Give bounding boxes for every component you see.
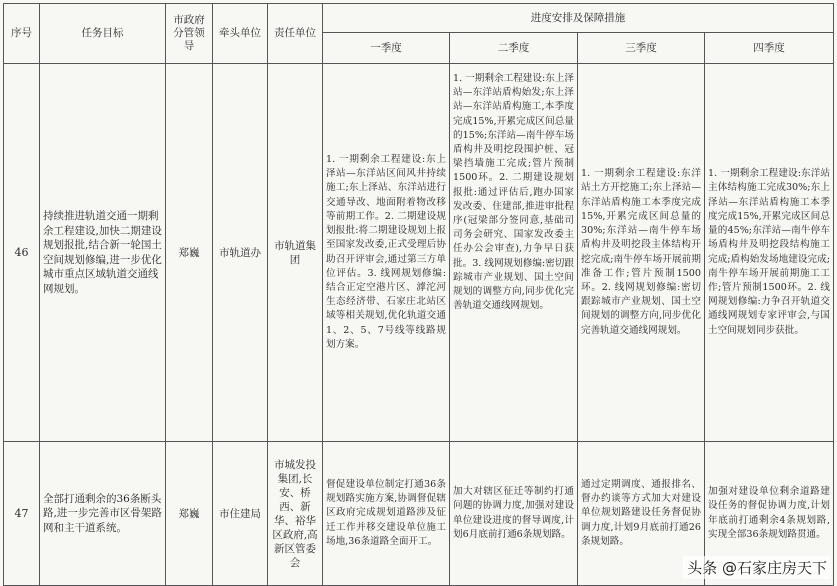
row-resp-unit: 市轨道集团	[268, 64, 323, 442]
source-watermark: 头条 @石家庄房天下	[683, 556, 831, 579]
header-goal: 任务目标	[40, 4, 166, 64]
row-lead-unit: 市住建局	[213, 442, 268, 586]
header-q1: 一季度	[323, 33, 450, 64]
progress-table	[3, 3, 834, 586]
header-q2: 二季度	[450, 33, 578, 64]
row-q3-plan: 通过定期调度、通报排名、督办约谈等方式加大对建设单位规划路建设任务督促协调力度,计划9月底前打通26条规划路。	[578, 442, 705, 586]
table-row	[4, 64, 834, 442]
header-lead-unit: 牵头单位	[213, 4, 268, 64]
row-leader: 郑巍	[166, 64, 213, 442]
row-q2-plan: 加大对辖区征迁等制约打通问题的协调力度,加强对建设单位建设进度的督导调度,计划6月底前打通6条规划路。	[450, 442, 578, 586]
row-q3-plan: 1. 一期剩余工程建设:东洋站土方开挖施工;东上泽站—东洋站盾构施工本季度完成15%,开累完成区间总量的30%;东洋站—南牛停车场盾构井及明挖段主体结构开挖完成;南牛停车场开展前期准备工作;管片预制1500环。2. 线网规划修编:密切跟踪城市产业规划、国土空间规划的调整方向,同步优化完善轨道交通线网规划。	[578, 64, 705, 442]
row-seq: 46	[4, 64, 40, 442]
row-goal: 全部打通剩余的36条断头路,进一步完善市区骨架路网和主干道系统。	[40, 442, 166, 586]
row-lead-unit: 市轨道办	[213, 64, 268, 442]
row-q4-plan: 1. 一期剩余工程建设:东洋站主体结构施工完成30%;东上泽站—东洋站盾构施工本季度完成15%,开累完成区间总量的45%;东洋站—南牛停车场盾构井及明挖段结构施工完成;盾构始发场地建设完成;南牛停车场开展前期施工工作;管片预制1500环。2. 线网规划修编:力争召开轨道交通线网规划专家评审会,与国土空间规划同步获批。	[705, 64, 834, 442]
row-leader: 郑巍	[166, 442, 213, 586]
header-seq: 序号	[4, 4, 40, 64]
header-leader: 市政府分管领导	[166, 4, 213, 64]
row-q1-plan: 1. 一期剩余工程建设:东上泽站—东洋站区间风井持续施工;东上泽站、东洋站进行交通导改、地面附着物改移等前期工作。2. 二期建设规划报批:将二期建设规划上报至国家发改委,正式受理后协助召开评审会,通过第三方单位评估。3. 线网规划修编:结合正定空港片区、滹沱河生态经济带、石家庄北站区域等相关规划,优化轨道交通1、2、5、7号线等线路规划方案。	[323, 64, 450, 442]
row-q4-plan: 加强对建设单位剩余道路建设任务的督促协调力度,计划年底前打通剩余4条规划路,实现全部36条规划路贯通。	[705, 442, 834, 586]
header-progress: 进度安排及保障措施	[323, 4, 834, 33]
header-resp-unit: 责任单位	[268, 4, 323, 64]
header-q4: 四季度	[705, 33, 834, 64]
row-q1-plan: 督促建设单位制定打通36条规划路实施方案,协调督促辖区政府完成规划道路涉及征迁工作并移交建设单位施工场地,36条道路全面开工。	[323, 442, 450, 586]
row-seq: 47	[4, 442, 40, 586]
row-q2-plan: 1. 一期剩余工程建设:东上泽站—东洋站盾构始发;东上泽站—东洋站盾构施工,本季度完成15%,开累完成区间总量的15%;东洋站—南牛停车场盾构井及明挖段围护桩、冠梁挡墙施工完成;管片预制1500环。2. 二期建设规划报批:通过评估后,跑办国家发改委、住建部,推进审批程序(冠梁部分签同意,基础司司务会研究、国家发改委主任办公会审查),力争早日获批。3. 线网规划修编:密切跟踪城市产业规划、国土空间规划的调整方向,同步优化完善轨道交通线网规划。	[450, 64, 578, 442]
row-resp-unit: 市城发投集团,长安、桥西、新华、裕华区政府,高新区管委会	[268, 442, 323, 586]
row-goal: 持续推进轨道交通一期剩余工程建设,加快二期建设规划报批,结合新一轮国土空间规划修编,进一步优化城市重点区域轨道交通线网规划。	[40, 64, 166, 442]
header-q3: 三季度	[578, 33, 705, 64]
